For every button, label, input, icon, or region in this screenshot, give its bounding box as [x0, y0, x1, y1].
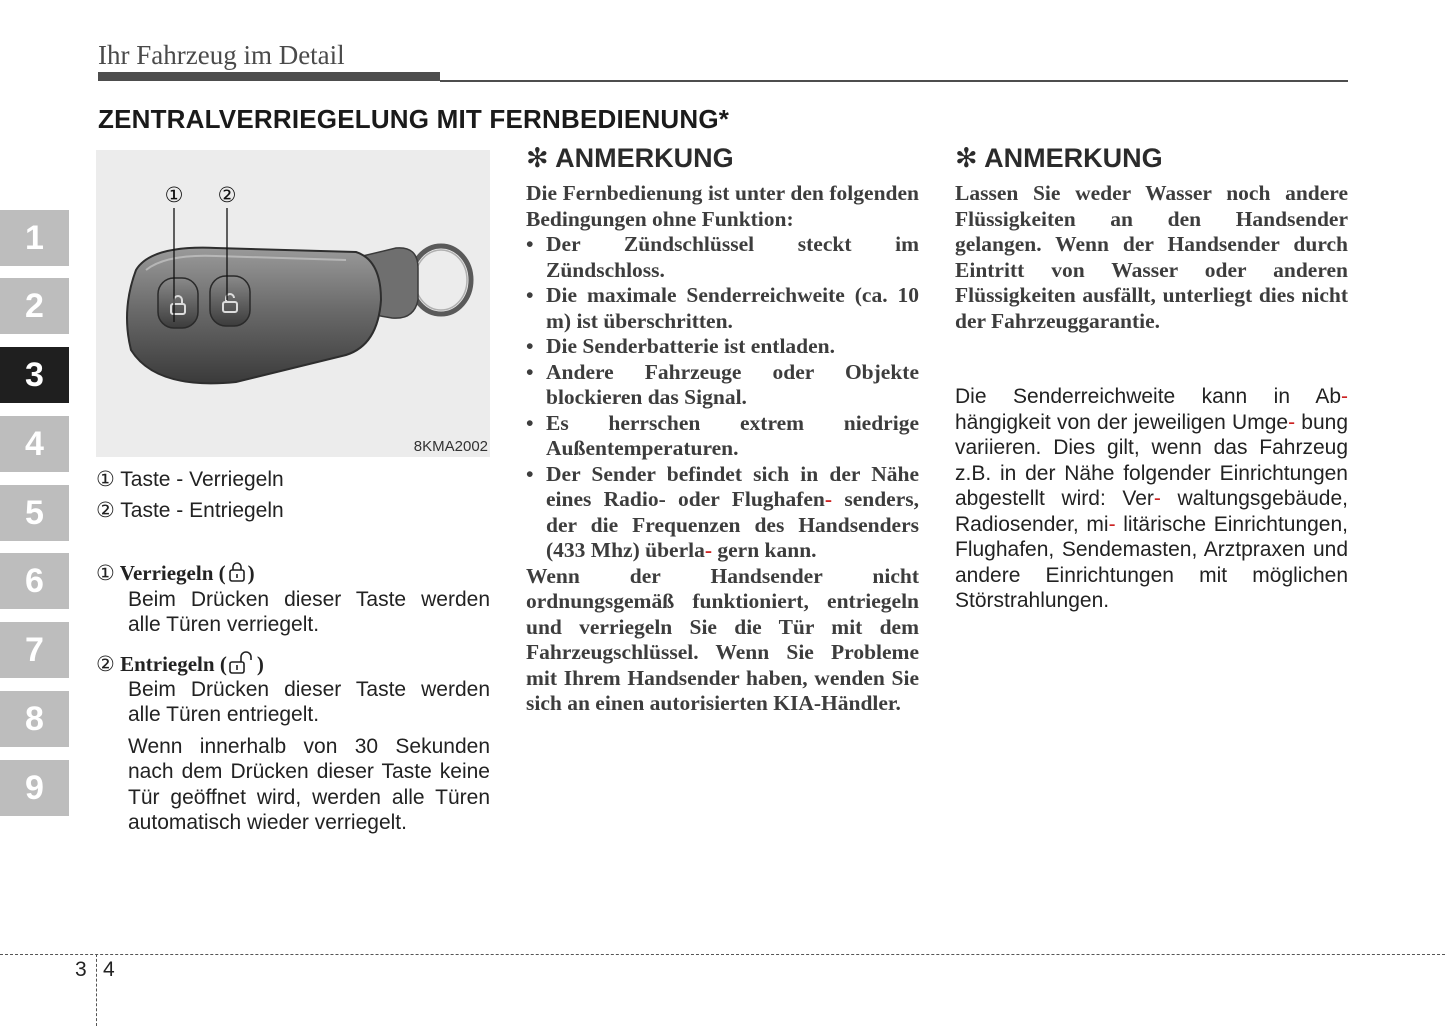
note-water-body: Lassen Sie weder Wasser noch andere Flüssigkeiten an den Handsender gelangen. Wenn der Handsender durch Eintritt von Wasser oder anderen Flüssigkeiten ausfällt, unterliegt dies nicht der Fahrzeuggarantie. — [955, 181, 1348, 333]
header-rule — [440, 80, 1348, 82]
note-conditions-intro: Die Fernbedienung ist unter den folgenden Bedingungen ohne Funktion: — [526, 181, 919, 231]
note-bullet-6: • Der Sender befindet sich in der Nähe eines Radio- oder Flughafen- senders, der die Frequenzen des Handsenders (433 Mhz) überla- gern kann. — [526, 462, 919, 564]
legend-item-lock: ① Taste - Verriegeln — [96, 468, 284, 491]
chapter-tab-7[interactable]: 7 — [0, 622, 69, 678]
unlock-heading-num: ② — [96, 653, 115, 676]
note-bullet-3: • Die Senderbatterie ist entladen. — [526, 334, 919, 360]
page-chapter-number: 3 — [75, 958, 87, 981]
note-bullet-6-part-3: gern kann. — [717, 538, 817, 562]
lock-heading-label: Verriegeln ( — [119, 561, 226, 585]
chapter-tab-6[interactable]: 6 — [0, 553, 69, 609]
note-bullet-4: • Andere Fahrzeuge oder Objekte blockieren das Signal. — [526, 360, 919, 411]
lock-description: Beim Drücken dieser Taste werden alle Türen verriegelt. — [128, 588, 490, 637]
section-header: Ihr Fahrzeug im Detail — [98, 40, 345, 70]
chapter-tab-1[interactable]: 1 — [0, 210, 69, 266]
note-bullet-2: • Die maximale Senderreichweite (ca. 10 m) ist überschritten. — [526, 283, 919, 334]
unlock-description: Beim Drücken dieser Taste werden alle Türen entriegelt. — [128, 678, 490, 727]
footer-divider — [96, 954, 97, 1026]
lock-icon — [226, 561, 248, 583]
note-conditions-body — [526, 181, 919, 717]
figure-callout-1: ① — [164, 183, 184, 207]
footer-rule — [0, 954, 1445, 955]
chapter-tab-9[interactable]: 9 — [0, 760, 69, 816]
chapter-tab-3[interactable]: 3 — [0, 347, 69, 403]
chapter-tab-4[interactable]: 4 — [0, 416, 69, 472]
unlock-heading-close: ) — [256, 652, 264, 676]
page-title: ZENTRALVERRIEGELUNG MIT FERNBEDIENUNG* — [98, 104, 730, 134]
range-paragraph: Die Senderreichweite kann in Ab- hängigkeit von der jeweiligen Umge- bung variieren. Dies gilt, wenn das Fahrzeug z.B. in der Nähe folgender Einrichtungen abgestellt wird: Ver- waltungsgebäude, Radiosender, mi- litärische Einrichtungen, Flughafen, Sendemasten, Arztpraxen und andere Einrichtungen mit möglichen Störstrahlungen. — [955, 385, 1349, 612]
note-conditions-outro: Wenn der Handsender nicht ordnungsgemäß funktioniert, entriegeln und verriegeln Sie die Tür mit dem Fahrzeugschlüssel. Wenn Sie Probleme mit Ihrem Handsender haben, wenden Sie sich an einen autorisierten KIA-Händler. — [526, 563, 919, 715]
chapter-tab-2[interactable]: 2 — [0, 278, 69, 334]
range-part-4: waltungsgebäude, Radiosender, mi — [955, 487, 1348, 536]
page-number: 4 — [103, 958, 115, 981]
note-heading-water: ✻ ANMERKUNG — [955, 143, 1163, 173]
note-bullet-6-part-2: senders, der die Frequenzen des Handsenders (433 Mhz) überla — [546, 487, 920, 562]
figure-callout-2: ② — [217, 183, 237, 207]
lock-heading — [96, 561, 255, 586]
note-bullet-1: • Der Zündschlüssel steckt im Zündschloss. — [526, 232, 919, 283]
unlock-icon — [227, 651, 257, 675]
chapter-tab-5[interactable]: 5 — [0, 485, 69, 541]
legend-item-unlock: ② Taste - Entriegeln — [96, 499, 284, 522]
note-bullet-6-part-1: Der Sender befindet sich in der Nähe eines Radio- oder Flughafen — [546, 461, 919, 511]
key-fob-figure — [96, 150, 490, 457]
range-part-1: Die Senderreichweite kann in Ab — [955, 385, 1341, 408]
figure-code: 8KMA2002 — [413, 438, 488, 455]
note-heading-conditions: ✻ ANMERKUNG — [526, 143, 734, 173]
lock-heading-close: ) — [247, 561, 255, 585]
unlock-auto-relock: Wenn innerhalb von 30 Sekunden nach dem Drücken dieser Taste keine Tür geöffnet wird, werden alle Türen automatisch wieder verriegelt. — [128, 735, 490, 835]
note-bullet-5: • Es herrschen extrem niedrige Außentemperaturen. — [526, 411, 919, 462]
unlock-heading-label: Entriegeln ( — [120, 652, 227, 676]
unlock-heading — [96, 651, 264, 677]
key-fob-illustration — [96, 150, 490, 457]
range-part-5: litärische Einrichtungen, Flughafen, Sendemasten, Arztpraxen und andere Einrichtungen mit möglichen Störstrahlungen. — [955, 512, 1349, 612]
range-part-3: bung variieren. Dies gilt, wenn das Fahrzeug z.B. in der Nähe folgender Einrichtungen abgestellt wird: Ver — [955, 410, 1348, 510]
lock-heading-num: ① — [96, 562, 115, 585]
range-part-2: hängigkeit von der jeweiligen Umge — [955, 410, 1289, 434]
header-bar — [98, 72, 440, 81]
chapter-tab-8[interactable]: 8 — [0, 691, 69, 747]
